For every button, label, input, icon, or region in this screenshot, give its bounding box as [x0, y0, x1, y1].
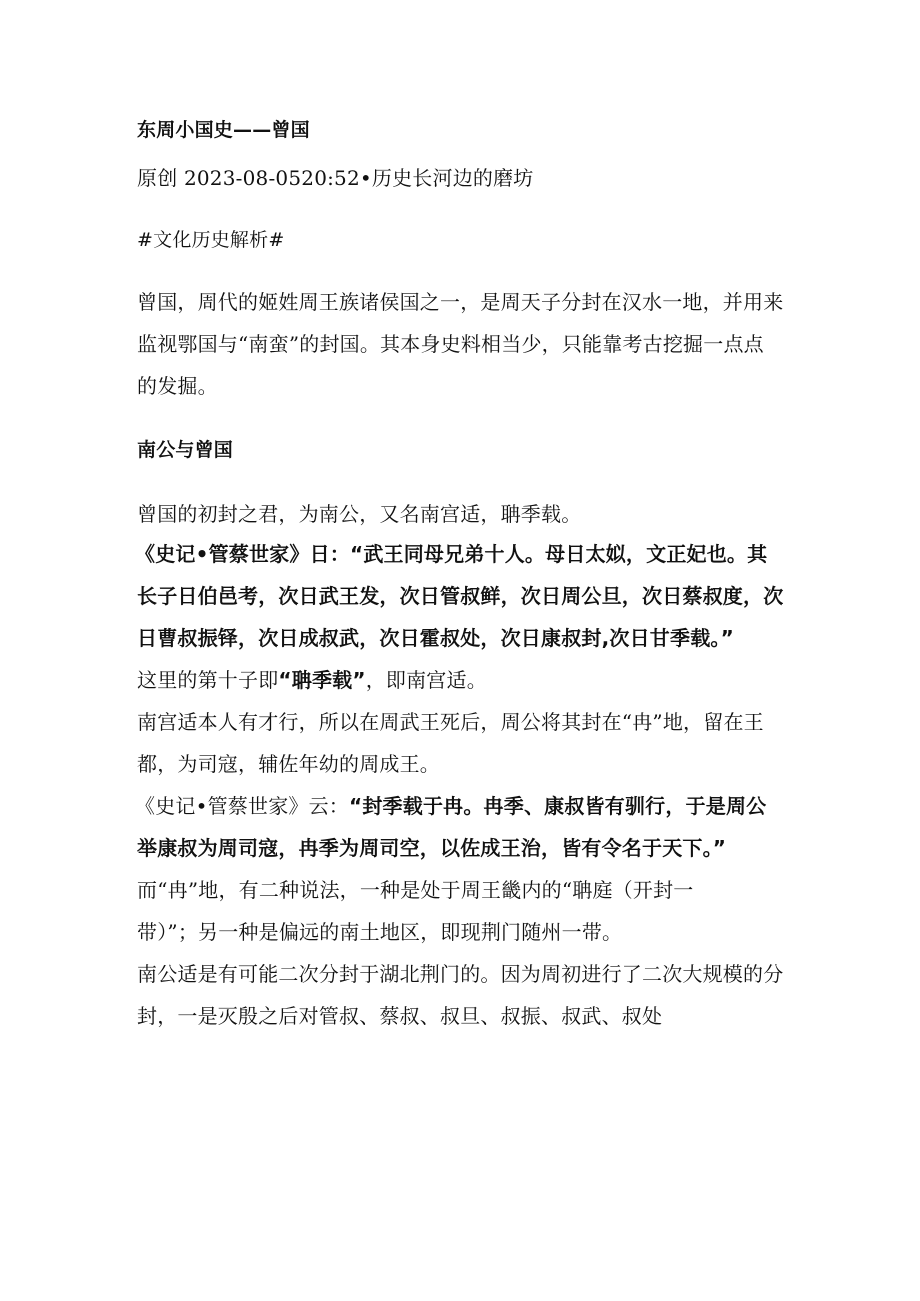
quote2-line-2: 举康叔为周司寇，冉季为周司空，以佐成王治，皆有令名于天下。” [137, 836, 727, 860]
quote1-line-2: 长子日伯邑考，次日武王发，次日管叔鲜，次日周公旦，次日蔡叔度，次 [137, 584, 784, 608]
quote1-line-1 [135, 540, 767, 568]
topic-tag[interactable]: #文化历史解析# [137, 229, 285, 251]
paragraph-1: 曾国的初封之君，为南公，又名南宫适，聃季载。 [137, 502, 582, 526]
paragraph-2-pre: 这里的第十子即 [137, 668, 279, 692]
paragraph-2-post: ，即南宫适。 [365, 668, 487, 692]
paragraph-2 [137, 666, 487, 694]
intro-line-3: 的发掘。 [137, 374, 218, 398]
paragraph-5-line-2: 封，一是灭殷之后对管叔、蔡叔、叔旦、叔振、叔武、叔处 [137, 1004, 663, 1028]
section-heading: 南公与曾国 [137, 439, 234, 461]
paragraph-3-line-1: 南宫适本人有才行，所以在周武王死后，周公将其封在“冉”地，留在王 [137, 710, 764, 734]
quote1-text-1: “武王同母兄弟十人。母日太姒，文正妃也。其 [349, 542, 768, 566]
quote2-line-1 [135, 792, 766, 820]
intro-line-2: 监视鄂国与“南蛮”的封国。其本身史料相当少，只能靠考古挖掘一点点 [137, 332, 764, 356]
quote2-text-1: “封季载于冉。冉季、康叔皆有驯行，于是周公 [349, 794, 767, 818]
paragraph-2-bold: “聃季载” [278, 668, 366, 692]
quote2-prefix: 《史记•管蔡世家》云： [135, 794, 349, 818]
intro-line-1: 曾国，周代的姬姓周王族诸侯国之一，是周天子分封在汉水一地，并用来 [137, 290, 784, 314]
article-meta: 原创 2023-08-0520:52•历史长河边的磨坊 [137, 166, 534, 190]
article-title: 东周小国史——曾国 [137, 119, 310, 141]
paragraph-5-line-1: 南公适是有可能二次分封于湖北荆门的。因为周初进行了二次大规模的分 [137, 962, 784, 986]
quote1-prefix: 《史记•管蔡世家》日： [135, 542, 350, 566]
paragraph-4-line-1: 而“冉”地，有二种说法，一种是处于周王畿内的“聃庭（开封一 [137, 878, 694, 902]
quote1-line-3: 日曹叔振铎，次日成叔武，次日霍叔处，次日康叔封,次日甘季载。” [137, 626, 734, 650]
paragraph-4-line-2: 带）”；另一种是偏远的南土地区，即现荆门随州一带。 [137, 920, 623, 944]
paragraph-3-line-2: 都，为司寇，辅佐年幼的周成王。 [137, 752, 440, 776]
